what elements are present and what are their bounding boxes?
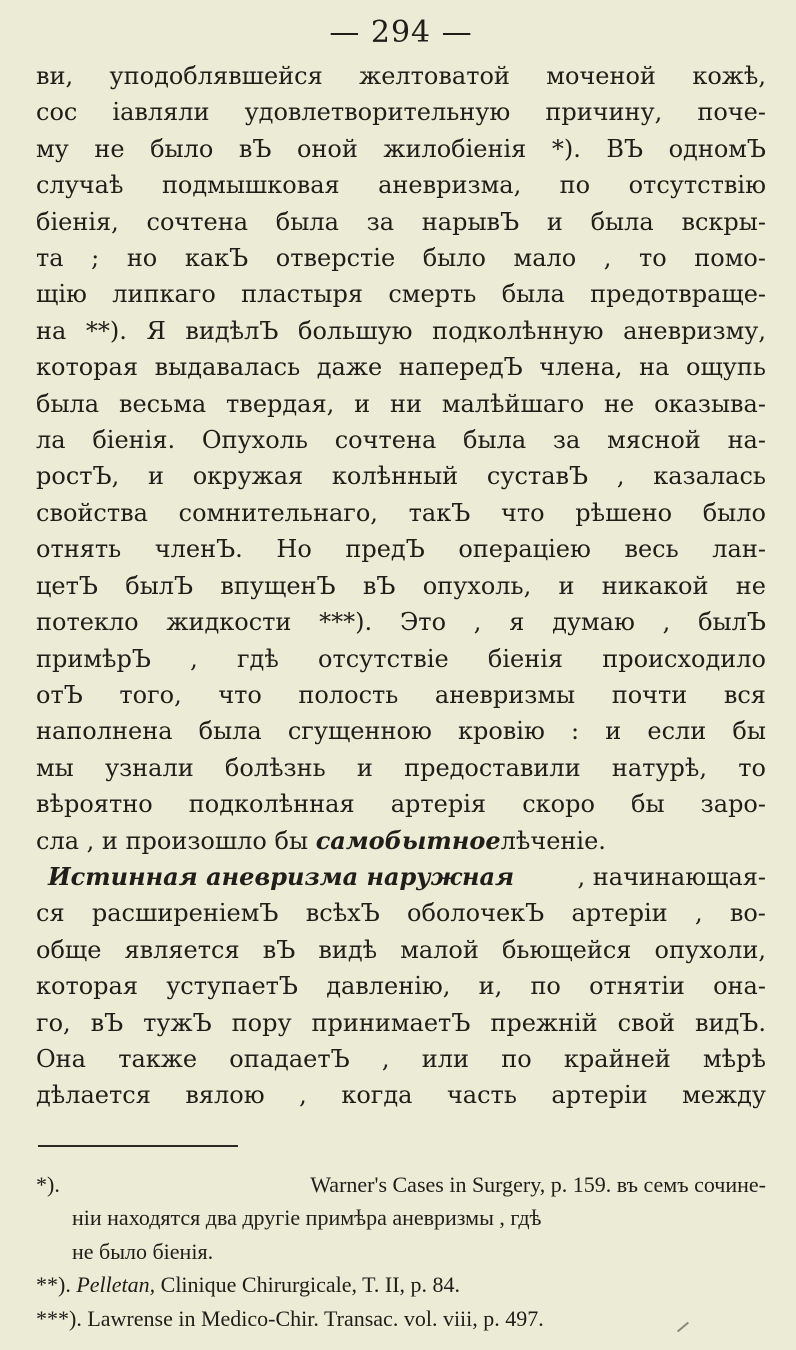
footnote-marker: **). <box>36 1272 71 1298</box>
word: Опухоль <box>201 426 308 455</box>
word: уподоблявшейся <box>109 62 323 90</box>
word: весьма <box>118 389 207 418</box>
word: ни <box>389 389 422 418</box>
word: была <box>36 389 100 418</box>
word: по <box>530 972 561 1001</box>
word: колѣнный <box>331 462 459 491</box>
word: смерть <box>388 280 477 309</box>
text-line <box>36 968 766 1004</box>
word: былЪ <box>125 571 194 600</box>
word: и <box>356 753 373 782</box>
page-number: — 294 — <box>329 15 473 50</box>
word: принимаетЪ <box>311 1008 471 1037</box>
word: вЪ <box>362 571 396 600</box>
text-line <box>36 1077 766 1113</box>
word: тужЪ <box>143 1008 212 1037</box>
word: : <box>571 717 580 746</box>
text-line <box>36 786 766 822</box>
word: отнятіи <box>589 972 685 1001</box>
word: вЪ <box>238 134 272 163</box>
word: я <box>509 608 525 637</box>
footnote-1-continuation: не было біенія. <box>72 1238 214 1264</box>
word: видѣлЪ <box>185 316 279 345</box>
word: помо- <box>694 244 766 273</box>
word: во- <box>729 899 766 928</box>
word: видѣ <box>318 935 378 964</box>
word: отсутствіе <box>318 644 449 673</box>
text-line <box>36 604 766 640</box>
word: видЪ. <box>694 1008 766 1037</box>
word: что <box>218 680 262 709</box>
word: заро- <box>700 790 766 819</box>
word: причину, <box>545 98 663 127</box>
word: мы <box>36 753 74 782</box>
word: сгущенною <box>287 717 432 746</box>
word: никакой <box>601 571 709 600</box>
word: одномЪ <box>668 134 766 163</box>
word: впущенЪ <box>220 571 336 600</box>
word: давленію, <box>326 972 451 1001</box>
word: уступаетЪ <box>166 972 298 1001</box>
word: но <box>126 244 158 273</box>
word: аневризмы <box>434 680 576 709</box>
word: артеріи <box>551 1081 648 1110</box>
word: малѣйшаго <box>441 389 585 418</box>
word: наполнена <box>36 717 173 746</box>
word: часть <box>446 1081 517 1110</box>
word: и <box>605 717 622 746</box>
word: расширеніемЪ <box>91 899 279 928</box>
word: былЪ <box>698 608 766 637</box>
word: членЪ. <box>154 535 243 564</box>
text-line <box>36 422 766 458</box>
word: между <box>682 1081 766 1110</box>
word: что <box>500 498 545 527</box>
word: было <box>150 134 214 163</box>
word: цетЪ <box>36 571 98 600</box>
word: члена, <box>539 353 623 382</box>
word: за <box>366 207 395 236</box>
word: также <box>118 1044 198 1073</box>
text-line <box>36 58 766 94</box>
word: малой <box>400 935 479 964</box>
word: весь <box>624 535 679 564</box>
word: подколѣнную <box>432 316 604 345</box>
word: Но <box>276 535 312 564</box>
word: мало <box>513 244 577 273</box>
word: поче- <box>697 98 766 127</box>
word: опадаетЪ <box>229 1044 350 1073</box>
word: и <box>558 571 575 600</box>
word: подмышковая <box>161 171 340 200</box>
text-fragment: сла , и произошло бы <box>36 826 309 855</box>
text-line <box>36 568 766 604</box>
word: было <box>422 244 486 273</box>
text-line <box>36 677 766 713</box>
word: операціею <box>458 535 591 564</box>
word: обще <box>36 935 102 964</box>
word: дѣлается <box>36 1081 151 1110</box>
word: полость <box>298 680 399 709</box>
text-line <box>36 167 766 203</box>
footnote-3 <box>36 1302 766 1336</box>
word: когда <box>341 1081 413 1110</box>
word: нарывЪ <box>421 207 520 236</box>
word: оболочекЪ <box>407 899 545 928</box>
word: іавляли <box>112 98 210 127</box>
word: опухоль, <box>422 571 532 600</box>
text-fragment: лѣченіе. <box>500 826 606 855</box>
word: му <box>36 134 69 163</box>
word: отЪ <box>36 680 83 709</box>
word: бы <box>631 790 665 819</box>
text-line <box>36 131 766 167</box>
word: казалась <box>653 462 766 491</box>
word: аневризма, <box>378 171 522 200</box>
word: , <box>616 462 625 491</box>
word: если <box>647 717 707 746</box>
word: опухоли, <box>654 935 766 964</box>
word: по <box>559 171 591 200</box>
word: которая <box>36 353 138 382</box>
word: біенія, <box>36 207 119 236</box>
word: окружая <box>192 462 304 491</box>
word: *). <box>551 134 581 163</box>
word: всѣхЪ <box>305 899 380 928</box>
word: вся <box>723 680 766 709</box>
word: и <box>147 462 164 491</box>
word: на <box>36 316 67 345</box>
word: ростЪ, <box>36 462 120 491</box>
word: то <box>638 244 667 273</box>
word: сочтена <box>334 426 437 455</box>
word: оказыва- <box>654 389 766 418</box>
word: бы <box>732 717 766 746</box>
word: не <box>735 571 766 600</box>
word: гдѣ <box>236 644 279 673</box>
word: моченой <box>546 62 656 90</box>
word: происходило <box>602 644 766 673</box>
word: потекло <box>36 608 139 637</box>
word: не <box>604 389 635 418</box>
text-line <box>36 204 766 240</box>
word: за <box>552 426 581 455</box>
word: вЪ <box>90 1008 124 1037</box>
word: была <box>463 426 527 455</box>
word: свой <box>617 1008 676 1037</box>
word: та <box>36 244 64 273</box>
word: напередЪ <box>398 353 523 382</box>
text-line <box>36 1041 766 1077</box>
word: оной <box>296 134 358 163</box>
text-fragment: , начинающая- <box>577 862 766 891</box>
footnote-text: Lawrense in Medico-Chir. Transac. vol. viii, p. 497. <box>87 1305 544 1331</box>
word: случаѣ <box>36 171 124 200</box>
text-line <box>36 94 766 130</box>
word: отверстіе <box>275 244 396 273</box>
word: липкаго <box>112 280 216 309</box>
footnote-1-continuation: ніи находятся два другіе примѣра аневризмы , гдѣ <box>72 1205 542 1231</box>
word: было <box>702 498 766 527</box>
text-line <box>36 641 766 677</box>
word: , <box>662 608 671 637</box>
text-line <box>36 495 766 531</box>
word: и, <box>478 972 503 1001</box>
word: кожѣ, <box>692 62 766 90</box>
word: была <box>275 207 339 236</box>
footnote-2 <box>36 1268 766 1302</box>
word: предЪ <box>345 535 425 564</box>
word: такЪ <box>408 498 471 527</box>
word: суставЪ <box>486 462 589 491</box>
text-line <box>36 276 766 312</box>
word: ви, <box>36 62 74 90</box>
text-line <box>36 349 766 385</box>
word: ВЪ <box>606 134 644 163</box>
word: жидкости <box>166 608 292 637</box>
word: , <box>694 899 703 928</box>
word: болѣзнь <box>224 753 326 782</box>
text-line <box>36 932 766 968</box>
word: какЪ <box>184 244 249 273</box>
word: примѣрЪ <box>36 644 151 673</box>
footnote-divider <box>38 1145 238 1147</box>
word: скоро <box>522 790 595 819</box>
word: ; <box>91 244 100 273</box>
footnote-author: Pelletan, <box>76 1272 156 1298</box>
word: желтоватой <box>359 62 510 90</box>
footnote-text: Clinique Chirurgicale, T. II, p. 84. <box>160 1272 461 1298</box>
text-line <box>36 386 766 422</box>
word: или <box>421 1044 470 1073</box>
word: была <box>501 280 565 309</box>
word: на- <box>727 426 766 455</box>
footnote-text: Warner's Cases in Surgery, p. 159. въ семъ сочине- <box>310 1171 766 1197</box>
word: удовлетворительную <box>244 98 511 127</box>
word: была <box>590 207 654 236</box>
word: , <box>603 244 612 273</box>
word: лан- <box>712 535 766 564</box>
word: того, <box>119 680 182 709</box>
text-line <box>36 895 766 931</box>
word: думаю <box>552 608 635 637</box>
footnote-1 <box>36 1168 766 1202</box>
footnote-marker: *). <box>36 1171 60 1197</box>
word: сочтена <box>146 207 249 236</box>
word: и <box>354 389 371 418</box>
word: большую <box>298 316 413 345</box>
italic-term: самобытное <box>315 825 501 855</box>
word: ощупь <box>686 353 766 382</box>
word: біенія. <box>92 426 176 455</box>
word: щію <box>36 280 87 309</box>
footnotes <box>36 1168 766 1336</box>
word: на <box>639 353 670 382</box>
word: , <box>473 608 482 637</box>
word: пластыря <box>241 280 363 309</box>
word: прежній <box>490 1008 598 1037</box>
word: ***). <box>319 608 373 637</box>
word: вялою <box>185 1081 265 1110</box>
text-line <box>36 313 766 349</box>
italic-heading-term: Истинная аневризма наружная <box>48 861 515 891</box>
main-text <box>36 58 766 1114</box>
word: сомнительнаго, <box>178 498 378 527</box>
word: го, <box>36 1008 71 1037</box>
word: вѣроятно <box>36 790 153 819</box>
word: , <box>381 1044 390 1073</box>
word: ся <box>36 899 65 928</box>
word: бьющейся <box>501 935 632 964</box>
word: кровію <box>457 717 545 746</box>
word: отнять <box>36 535 122 564</box>
text-line <box>36 750 766 786</box>
word: , <box>190 644 198 673</box>
word: Она <box>36 1044 86 1073</box>
word: рѣшено <box>575 498 673 527</box>
word: сос <box>36 98 78 127</box>
text-line <box>36 1005 766 1041</box>
text-line <box>36 531 766 567</box>
word: является <box>124 935 240 964</box>
word: мѣрѣ <box>703 1044 766 1073</box>
word: то <box>738 753 766 782</box>
word: **). <box>85 316 127 345</box>
word: , <box>299 1081 307 1110</box>
word: она- <box>713 972 766 1001</box>
word: мясной <box>607 426 701 455</box>
word: подколѣнная <box>188 790 355 819</box>
word: біенія <box>487 644 564 673</box>
word: натурѣ, <box>611 753 708 782</box>
footnote-marker: ***). <box>36 1305 82 1331</box>
word: узнали <box>104 753 194 782</box>
word: твердая, <box>226 389 335 418</box>
word: свойства <box>36 498 148 527</box>
word: предоставили <box>404 753 581 782</box>
word: предотвраще- <box>590 280 766 309</box>
word: ла <box>36 426 66 455</box>
word: отсутствію <box>628 171 766 200</box>
word: была <box>198 717 262 746</box>
text-line <box>36 458 766 494</box>
word: артеріи <box>571 899 668 928</box>
word: жилобіенія <box>383 134 527 163</box>
word: вскры- <box>681 207 766 236</box>
word: Я <box>146 316 166 345</box>
word: выдавалась <box>154 353 301 382</box>
text-line-paragraph-end <box>36 823 766 859</box>
paragraph-start-line <box>36 859 766 895</box>
word: по <box>501 1044 532 1073</box>
word: и <box>546 207 563 236</box>
word: почти <box>611 680 688 709</box>
word: которая <box>36 972 138 1001</box>
word: артерія <box>390 790 487 819</box>
word: крайней <box>563 1044 671 1073</box>
word: не <box>94 134 125 163</box>
text-line <box>36 713 766 749</box>
word: вЪ <box>262 935 296 964</box>
word: Это <box>399 608 447 637</box>
word: пору <box>231 1008 292 1037</box>
text-line <box>36 240 766 276</box>
word: даже <box>316 353 383 382</box>
word: аневризму, <box>623 316 766 345</box>
